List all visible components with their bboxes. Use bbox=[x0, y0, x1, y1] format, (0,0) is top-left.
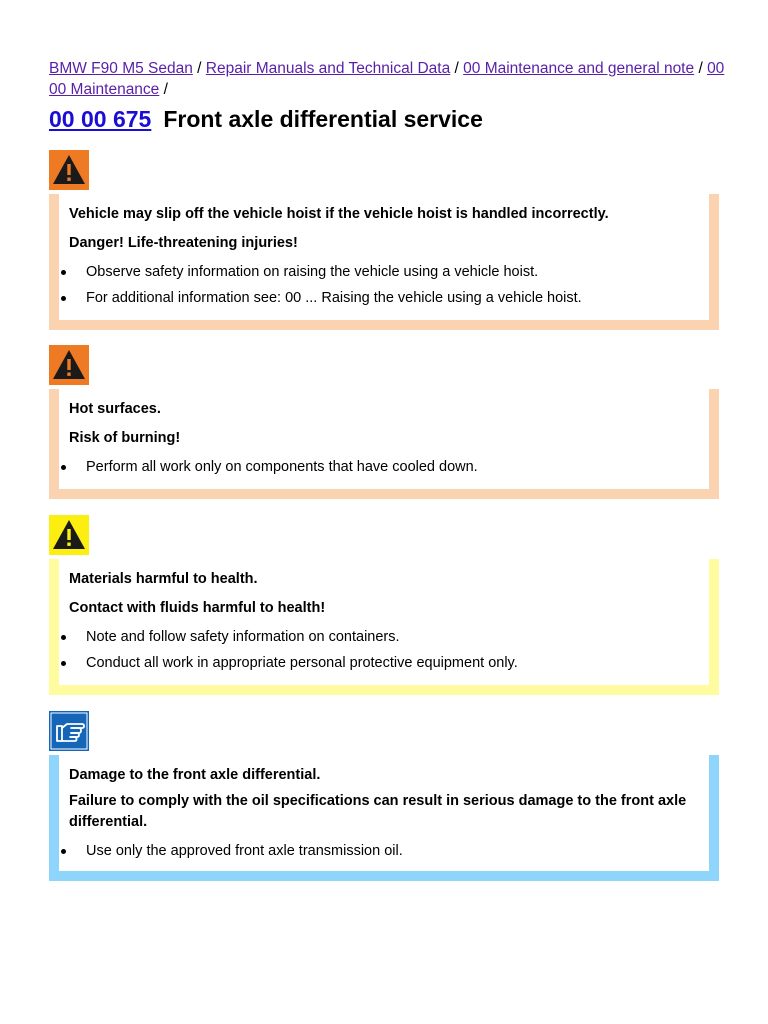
list-item: Conduct all work in appropriate personal protective equipment only. bbox=[59, 653, 709, 674]
breadcrumb-separator: / bbox=[698, 60, 703, 77]
breadcrumb-link-model[interactable]: BMW F90 M5 Sedan bbox=[49, 60, 193, 77]
caution-triangle-icon bbox=[49, 515, 89, 555]
notice-subheading: Failure to comply with the oil specifications can result in serious damage to the front axle differential. bbox=[69, 793, 687, 830]
notice-panel bbox=[49, 559, 719, 695]
page-title bbox=[49, 104, 483, 134]
notice-heading: Hot surfaces. bbox=[69, 401, 161, 417]
notice-heading: Damage to the front axle differential. bbox=[69, 767, 321, 783]
notice-bullet-list bbox=[69, 841, 709, 862]
list-item: Note and follow safety information on containers. bbox=[59, 627, 709, 648]
breadcrumb-link-maintenance[interactable]: 00 00 Maintenance bbox=[49, 60, 725, 98]
notice-heading: Materials harmful to health. bbox=[69, 571, 258, 587]
list-item: Use only the approved front axle transmission oil. bbox=[59, 841, 709, 862]
notice-subheading: Contact with fluids harmful to health! bbox=[69, 600, 326, 616]
pointing-hand-icon bbox=[49, 711, 89, 751]
list-item: Perform all work only on components that have cooled down. bbox=[59, 457, 709, 478]
notice-subheading: Risk of burning! bbox=[69, 430, 181, 446]
notice-bullet-list bbox=[69, 627, 709, 674]
warning-triangle-icon bbox=[49, 150, 89, 190]
breadcrumb-separator: / bbox=[454, 60, 459, 77]
notice-heading: Vehicle may slip off the vehicle hoist if the vehicle hoist is handled incorrectly. bbox=[69, 206, 609, 222]
page-title-text: Front axle differential service bbox=[163, 106, 483, 132]
breadcrumb-link-maintenance-general[interactable]: 00 Maintenance and general note bbox=[463, 60, 695, 77]
breadcrumb bbox=[49, 58, 729, 100]
list-item: Observe safety information on raising the vehicle using a vehicle hoist. bbox=[59, 262, 709, 283]
breadcrumb-link-repair-manuals[interactable]: Repair Manuals and Technical Data bbox=[205, 60, 451, 77]
breadcrumb-separator: / bbox=[197, 60, 202, 77]
breadcrumb-separator: / bbox=[163, 81, 168, 98]
warning-triangle-icon bbox=[49, 345, 89, 385]
notice-subheading: Danger! Life-threatening injuries! bbox=[69, 235, 298, 251]
list-item: For additional information see: 00 ... Raising the vehicle using a vehicle hoist. bbox=[59, 288, 709, 309]
page-code-link[interactable]: 00 00 675 bbox=[49, 106, 152, 132]
notice-panel bbox=[49, 755, 719, 881]
notice-panel bbox=[49, 194, 719, 330]
notice-bullet-list bbox=[69, 457, 709, 478]
notice-bullet-list bbox=[69, 262, 709, 309]
notice-panel bbox=[49, 389, 719, 499]
